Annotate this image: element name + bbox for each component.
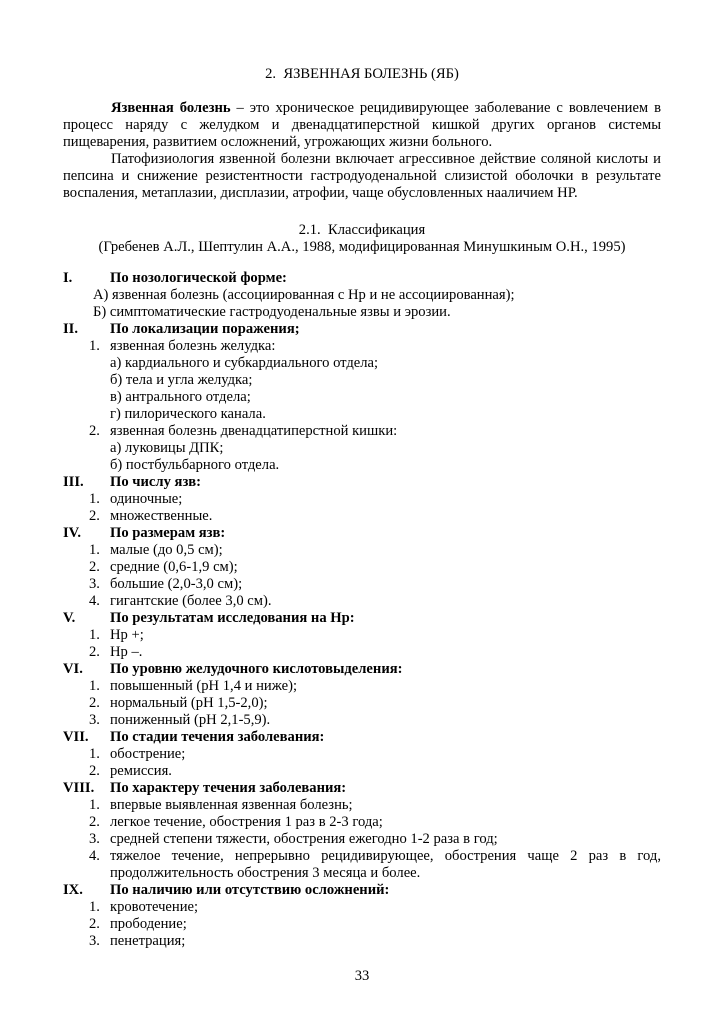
classification-item: Б) симптоматические гастродуоденальные язвы и эрозии. — [93, 304, 451, 320]
item-text: обострение; — [110, 746, 186, 762]
item-number: 2. — [89, 814, 100, 830]
classification-section-heading — [63, 321, 661, 338]
item-number: 1. — [89, 678, 100, 694]
classification-item — [63, 678, 661, 695]
classification-outline — [63, 270, 661, 950]
section-heading-text: По локализации поражения; — [110, 321, 300, 337]
item-text: Нр +; — [110, 627, 144, 643]
item-text: пониженный (рН 2,1-5,9). — [110, 712, 271, 728]
pathophysiology-paragraph: Патофизиология язвенной болезни включает агрессивное действие соляной кислоты и пепсина и снижение резистентности гастродуоденальной слизистой оболочки в результате воспаления, метаплазии, дисплазии, атрофии, чаще обусловленных нааличием НР. — [63, 151, 661, 201]
classification-section-heading — [63, 474, 661, 491]
item-number: 2. — [89, 508, 100, 524]
section-heading-text: По размерам язв: — [110, 525, 226, 541]
item-text: средние (0,6-1,9 см); — [110, 559, 238, 575]
item-text: малые (до 0,5 см); — [110, 542, 223, 558]
lead-term: Язвенная болезнь — [111, 100, 231, 116]
item-number: 1. — [89, 491, 100, 507]
item-number: 4. — [89, 593, 100, 609]
section-heading-text: По наличию или отсутствию осложнений: — [110, 882, 390, 898]
classification-item — [63, 644, 661, 661]
classification-item — [63, 508, 661, 525]
item-text: средней степени тяжести, обострения ежегодно 1-2 раза в год; — [110, 831, 498, 847]
section-numeral: I. — [63, 270, 73, 286]
classification-item — [63, 814, 661, 831]
item-number: 1. — [89, 899, 100, 915]
item-text: кровотечение; — [110, 899, 199, 915]
page-title: 2. ЯЗВЕННАЯ БОЛЕЗНЬ (ЯБ) — [265, 66, 459, 82]
item-text: Нр –. — [110, 644, 143, 660]
item-text: язвенная болезнь двенадцатиперстной кишки: — [110, 423, 398, 439]
section-numeral: VI. — [63, 661, 83, 677]
section-numeral: V. — [63, 610, 76, 626]
item-text: тяжелое течение, непрерывно рецидивирующее, обострения чаще 2 раз в год, продолжительность обострения 3 месяца и более. — [110, 848, 661, 881]
classification-item: г) пилорического канала. — [110, 406, 266, 422]
classification-item: А) язвенная болезнь (ассоциированная с Нр и не ассоциированная); — [93, 287, 515, 303]
item-text: легкое течение, обострения 1 раз в 2-3 года; — [110, 814, 383, 830]
section-heading-text: По стадии течения заболевания: — [110, 729, 325, 745]
item-number: 3. — [89, 831, 100, 847]
classification-item — [63, 746, 661, 763]
classification-section-heading — [63, 525, 661, 542]
section-numeral: IV. — [63, 525, 81, 541]
classification-item: в) антрального отдела; — [110, 389, 251, 405]
classification-item — [63, 763, 661, 780]
item-number: 2. — [89, 423, 100, 439]
item-number: 3. — [89, 933, 100, 949]
intro-paragraph — [63, 100, 661, 151]
classification-item — [63, 831, 661, 848]
section-numeral: VII. — [63, 729, 89, 745]
classification-item — [63, 627, 661, 644]
item-number: 1. — [89, 542, 100, 558]
classification-item — [63, 542, 661, 559]
item-text: множественные. — [110, 508, 213, 524]
classification-item: б) тела и угла желудка; — [110, 372, 253, 388]
classification-item — [63, 797, 661, 814]
item-number: 1. — [89, 746, 100, 762]
classification-item — [63, 423, 661, 440]
subsection-title: 2.1. Классификация — [298, 222, 426, 238]
classification-item — [63, 576, 661, 593]
classification-item — [63, 491, 661, 508]
item-number: 2. — [89, 559, 100, 575]
classification-section-heading — [63, 729, 661, 746]
section-heading-text: По нозологической форме: — [110, 270, 287, 286]
classification-section-heading — [63, 882, 661, 899]
page-number: 33 — [354, 968, 370, 984]
item-number: 3. — [89, 576, 100, 592]
classification-item — [63, 916, 661, 933]
classification-item — [63, 848, 661, 882]
section-numeral: IX. — [63, 882, 83, 898]
classification-item — [63, 933, 661, 950]
item-text: пенетрация; — [110, 933, 186, 949]
classification-item — [63, 338, 661, 355]
item-number: 2. — [89, 695, 100, 711]
classification-item — [63, 899, 661, 916]
item-text: прободение; — [110, 916, 187, 932]
section-heading-text: По числу язв: — [110, 474, 202, 490]
section-heading-text: По уровню желудочного кислотовыделения: — [110, 661, 403, 677]
classification-item — [63, 695, 661, 712]
item-number: 1. — [89, 627, 100, 643]
item-number: 3. — [89, 712, 100, 728]
section-numeral: VIII. — [63, 780, 95, 796]
subsection-source: (Гребенев А.Л., Шептулин А.А., 1988, модифицированная Минушкиным О.Н., 1995) — [98, 239, 626, 255]
item-text: повышенный (рН 1,4 и ниже); — [110, 678, 297, 694]
classification-item — [63, 593, 661, 610]
item-text: одиночные; — [110, 491, 183, 507]
item-number: 2. — [89, 644, 100, 660]
item-number: 4. — [89, 848, 100, 864]
section-heading-text: По характеру течения заболевания: — [110, 780, 347, 796]
item-text: ремиссия. — [110, 763, 172, 779]
section-numeral: III. — [63, 474, 84, 490]
item-number: 1. — [89, 338, 100, 354]
item-text: большие (2,0-3,0 см); — [110, 576, 243, 592]
classification-item — [63, 712, 661, 729]
item-text: впервые выявленная язвенная болезнь; — [110, 797, 353, 813]
item-number: 2. — [89, 916, 100, 932]
section-heading-text: По результатам исследования на Нр: — [110, 610, 355, 626]
item-text: нормальный (рН 1,5-2,0); — [110, 695, 268, 711]
item-number: 1. — [89, 797, 100, 813]
classification-item: а) кардиального и субкардиального отдела; — [110, 355, 379, 371]
classification-section-heading — [63, 661, 661, 678]
item-number: 2. — [89, 763, 100, 779]
classification-section-heading — [63, 270, 661, 287]
classification-item — [63, 559, 661, 576]
classification-item: а) луковицы ДПК; — [110, 440, 224, 456]
classification-section-heading — [63, 780, 661, 797]
classification-item: б) постбульбарного отдела. — [110, 457, 280, 473]
section-numeral: II. — [63, 321, 79, 337]
classification-section-heading — [63, 610, 661, 627]
item-text: язвенная болезнь желудка: — [110, 338, 276, 354]
item-text: гигантские (более 3,0 см). — [110, 593, 272, 609]
intro-paragraph-text: – это хроническое рецидивирующее заболевание с вовлечением в процесс наряду с желудком и двенадцатиперстной кишкой других органов системы пищеварения, развитием осложнений, угрожающих жизни больного. — [63, 100, 661, 150]
